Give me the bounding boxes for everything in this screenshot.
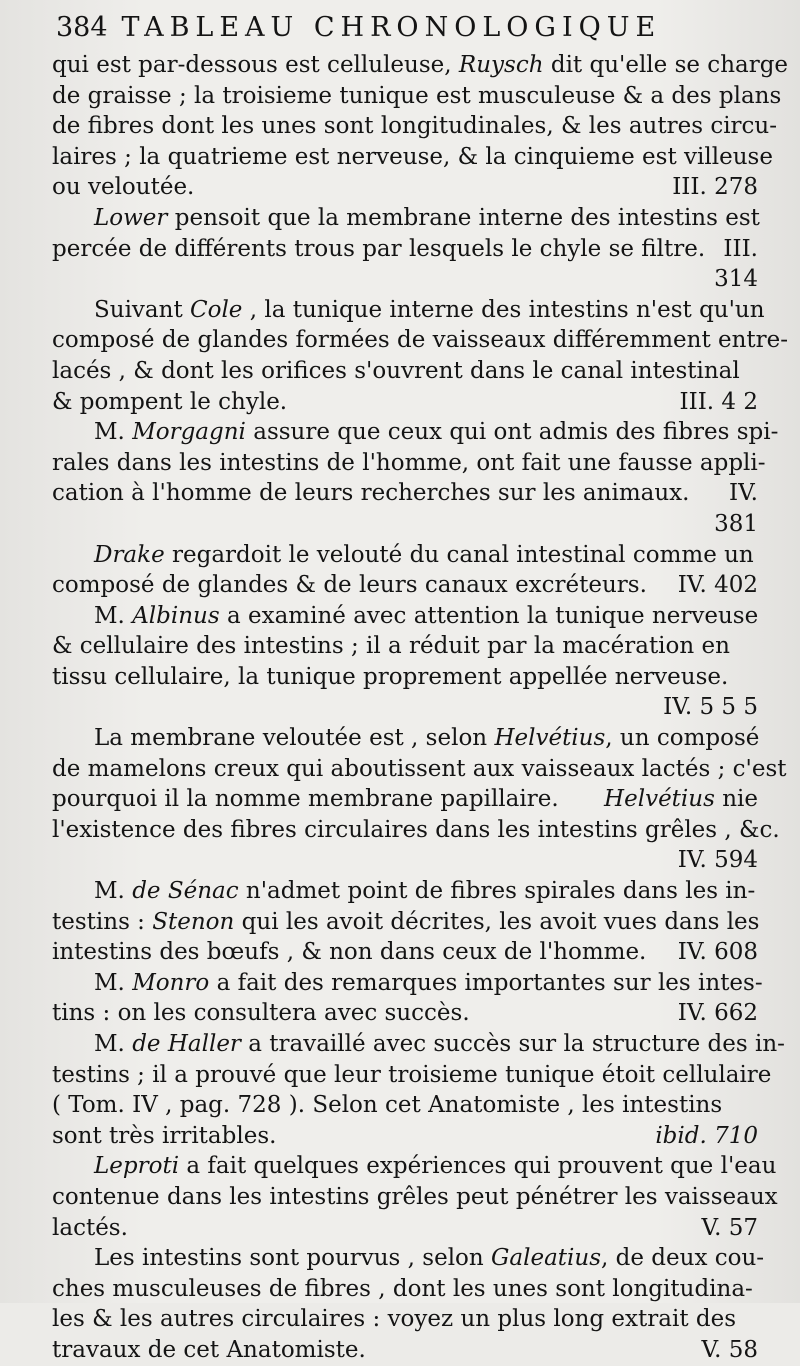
reference: IV. 662 [677,1000,758,1027]
reference: 314 [714,266,758,293]
text-line: contenue dans les intestins grêles peut pénétrer les vaisseaux [52,1183,778,1210]
text-line: percée de différents trous par lesquels le chyle se filtre. III. [52,234,758,265]
reference: V. 58 [701,1336,758,1363]
text-line: les & les autres circulaires : voyez un plus long extrait des [52,1306,737,1333]
text-line: rales dans les intestins de l'homme, ont fait une fausse appli- [52,449,766,476]
text-line: l'existence des fibres circulaires dans les intestins grêles , &c. [52,816,780,843]
author-name: Stenon [152,908,235,935]
text-line: de graisse ; la troisieme tunique est musculeuse & a des plans [52,82,782,109]
text-line: tissu cellulaire, la tunique proprement appellée nerveuse. [52,663,729,690]
text-line: de fibres dont les unes sont longitudinales, & les autres circu- [52,113,778,140]
author-name: Helvétius [604,786,715,813]
text-line: sont très irritables. ibid. 710 [52,1121,758,1152]
text-line: composé de glandes & de leurs canaux excréteurs. IV. 402 [52,570,758,601]
text-line: M. Morgagni assure que ceux qui ont admis des fibres spi- [94,419,779,446]
author-name: Galeatius [491,1245,602,1272]
text-line: M. Albinus a examiné avec attention la tunique nerveuse [94,602,759,629]
text-line: Les intestins sont pourvus , selon Galeatius, de deux cou- [94,1245,765,1272]
author-name: de Sénac [132,878,239,905]
text-line: pourquoi il la nomme membrane papillaire. Helvétius nie [52,786,758,813]
text-line: lactés. V. 57 [52,1213,758,1244]
author-name: Albinus [132,602,220,629]
running-head [56,8,758,48]
author-name: de Haller [132,1031,241,1057]
text-line: testins : Stenon qui les avoit décrites, les avoit vues dans les [52,908,760,935]
text-line: laires ; la quatrieme est nerveuse, & la cinquieme est villeuse [52,143,773,170]
text-line: lacés , & dont les orifices s'ouvrent dans le canal intestinal [52,357,740,384]
text-line: intestins des bœufs , & non dans ceux de l'homme. IV. 608 [52,937,758,968]
text-line: cation à l'homme de leurs recherches sur les animaux. IV. [52,478,758,509]
text-line: M. Monro a fait des remarques importantes sur les intes- [94,969,763,996]
author-name: Lower [94,204,168,231]
reference: III. [723,235,758,262]
text-line: & pompent le chyle. III. 4 2 [52,387,758,418]
reference: III. 278 [672,174,758,201]
text-line: testins ; il a prouvé que leur troisieme tunique étoit cellulaire [52,1061,772,1088]
text-line: composé de glandes formées de vaisseaux différemment entre- [52,327,789,354]
text-line: tins : on les consultera avec succès. IV. 662 [52,998,758,1029]
reference: IV. 402 [677,572,758,599]
reference: 381 [714,510,758,537]
reference: IV. 608 [677,939,758,966]
reference: IV. [729,480,758,507]
text-line: ou veloutée. III. 278 [52,172,758,203]
body-text [52,50,789,1366]
text-line: qui est par-dessous est celluleuse, Ruysch dit qu'elle se charge [52,52,789,78]
text-line: travaux de cet Anatomiste. V. 58 [52,1335,758,1366]
author-name: Helvétius [494,725,606,752]
text-line: de mamelons creux qui aboutissent aux vaisseaux lactés ; c'est [52,755,787,782]
text-line: ( Tom. IV , pag. 728 ). Selon cet Anatomiste , les intestins [52,1092,723,1119]
text-line: Drake regardoit le velouté du canal intestinal comme un [94,541,754,568]
text-line: Leproti a fait quelques expériences qui prouvent que l'eau [94,1153,777,1180]
text-line: M. de Sénac n'admet point de fibres spirales dans les in- [94,878,756,905]
reference: IV. 5 5 5 [663,694,758,721]
author-name: Ruysch [458,52,544,78]
reference: III. 4 2 [679,388,758,415]
text-line: M. de Haller a travaillé avec succès sur la structure des in- [94,1031,785,1057]
running-title: TABLEAU CHRONOLOGIQUE [121,12,662,43]
text-line: & cellulaire des intestins ; il a réduit par la macération en [52,633,730,660]
text-line: Suivant Cole , la tunique interne des intestins n'est qu'un [94,296,765,323]
author-name: Drake [94,541,165,568]
page-number: 384 [56,12,108,43]
author-name: Monro [132,969,210,996]
reference: V. 57 [701,1214,758,1241]
text-line: ches musculeuses de fibres , dont les unes sont longitudina- [52,1275,753,1302]
text-line: La membrane veloutée est , selon Helvétius, un composé [94,725,760,752]
author-name: Leproti [94,1153,180,1180]
reference: ibid. 710 [655,1122,758,1149]
text-line: Lower pensoit que la membrane interne des intestins est [94,204,760,231]
author-name: Morgagni [132,419,246,446]
reference: IV. 594 [677,847,758,874]
author-name: Cole [190,296,243,323]
